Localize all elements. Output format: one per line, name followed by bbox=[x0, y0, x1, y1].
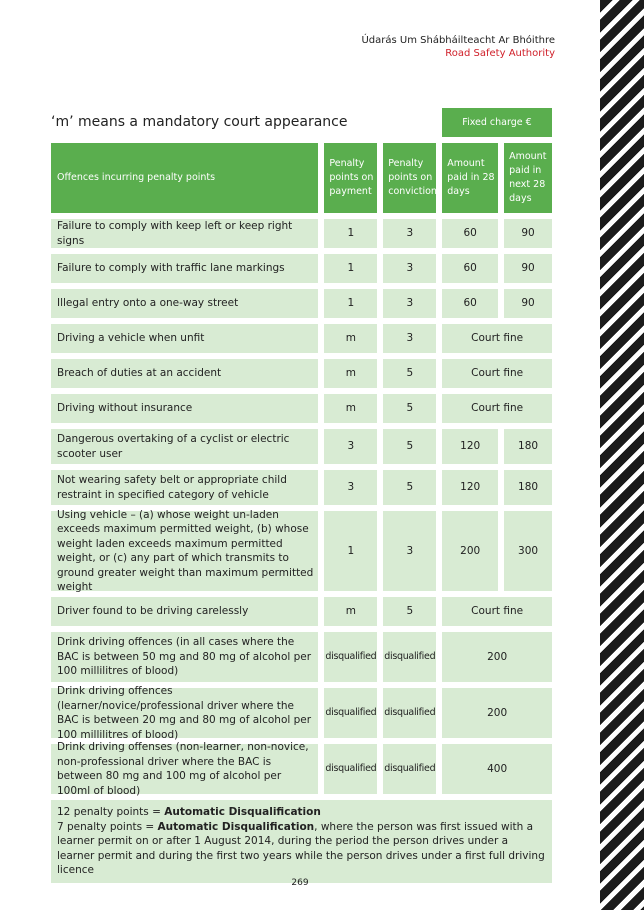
table-row bbox=[51, 429, 552, 464]
offence-cell: Driving a vehicle when unfit bbox=[51, 324, 318, 353]
points-on-conviction-cell: 3 bbox=[383, 254, 436, 283]
points-on-payment-cell: 1 bbox=[324, 289, 377, 318]
column-header-amount-28-days: Amount paid in 28 days bbox=[442, 143, 498, 213]
column-header-points-on-payment: Penalty points on payment bbox=[324, 143, 377, 213]
amount-cell: 200 bbox=[442, 632, 552, 682]
amount-cell: Court fine bbox=[442, 597, 552, 626]
amount-28-days-cell: 120 bbox=[442, 470, 498, 505]
points-on-payment-cell: m bbox=[324, 394, 377, 423]
amount-28-days-cell: 60 bbox=[442, 254, 498, 283]
points-on-conviction-cell: 5 bbox=[383, 597, 436, 626]
column-header-amount-next-28-days: Amount paid in next 28 days bbox=[504, 143, 552, 213]
offence-cell: Drink driving offences (in all cases where the BAC is between 50 mg and 80 mg of alcohol per 100 millilitres of blood) bbox=[51, 632, 318, 682]
points-on-payment-cell: 1 bbox=[324, 511, 377, 591]
table-row bbox=[51, 289, 552, 318]
table-row bbox=[51, 359, 552, 388]
amount-28-days-cell: 200 bbox=[442, 511, 498, 591]
table-row bbox=[51, 394, 552, 423]
footnote-12-points-text: 12 penalty points = bbox=[57, 806, 165, 818]
points-on-conviction-cell: 3 bbox=[383, 511, 436, 591]
points-on-payment-cell: 3 bbox=[324, 429, 377, 464]
amount-cell: Court fine bbox=[442, 324, 552, 353]
offence-cell: Not wearing safety belt or appropriate child restraint in specified category of vehicle bbox=[51, 470, 318, 505]
footnote-7-points-text: 7 penalty points = bbox=[57, 820, 158, 833]
points-on-payment-cell: m bbox=[324, 359, 377, 388]
penalty-points-table bbox=[51, 143, 552, 883]
column-header-offence: Offences incurring penalty points bbox=[51, 143, 318, 213]
table-row bbox=[51, 597, 552, 626]
points-on-conviction-cell: 5 bbox=[383, 470, 436, 505]
offence-cell: Dangerous overtaking of a cyclist or electric scooter user bbox=[51, 429, 318, 464]
points-on-payment-cell: m bbox=[324, 324, 377, 353]
table-row bbox=[51, 219, 552, 248]
amount-next-28-days-cell: 300 bbox=[504, 511, 552, 591]
amount-next-28-days-cell: 90 bbox=[504, 254, 552, 283]
organization-name-english: Road Safety Authority bbox=[445, 48, 555, 59]
points-on-conviction-cell: disqualified bbox=[383, 632, 436, 682]
table-row bbox=[51, 324, 552, 353]
table-row bbox=[51, 685, 552, 741]
points-on-conviction-cell: disqualified bbox=[383, 744, 436, 794]
amount-next-28-days-cell: 180 bbox=[504, 470, 552, 505]
points-on-payment-cell: 3 bbox=[324, 470, 377, 505]
table-row bbox=[51, 470, 552, 505]
offence-cell: Illegal entry onto a one-way street bbox=[51, 289, 318, 318]
organization-name-irish: Údarás Um Shábháilteacht Ar Bhóithre bbox=[361, 35, 555, 46]
decorative-stripe-band bbox=[600, 0, 644, 910]
offence-cell: Drink driving offences (learner/novice/professional driver where the BAC is between 20 mg and 80 mg of alcohol per 100 millilitres of blood) bbox=[51, 688, 318, 738]
table-row bbox=[51, 741, 552, 797]
points-on-conviction-cell: disqualified bbox=[383, 688, 436, 738]
footnote-7-points-bold: Automatic Disqualification bbox=[157, 820, 315, 833]
footnote-7-points-detail: , where the person was first issued with a learner permit on or after 1 August 2014, during the period the person drives under a learner permit and during the first two years while the person drives under a first full driving licence bbox=[57, 820, 545, 876]
table-body bbox=[51, 219, 552, 797]
table-row bbox=[51, 632, 552, 682]
table-header-row bbox=[51, 143, 552, 213]
points-on-payment-cell: disqualified bbox=[324, 632, 377, 682]
points-on-payment-cell: 1 bbox=[324, 254, 377, 283]
amount-next-28-days-cell: 90 bbox=[504, 219, 552, 248]
offence-cell: Failure to comply with keep left or keep right signs bbox=[51, 219, 318, 248]
amount-28-days-cell: 60 bbox=[442, 219, 498, 248]
table-row bbox=[51, 508, 552, 593]
amount-cell: Court fine bbox=[442, 359, 552, 388]
amount-next-28-days-cell: 180 bbox=[504, 429, 552, 464]
mandatory-court-note: ‘m’ means a mandatory court appearance bbox=[51, 114, 348, 130]
organization-header bbox=[361, 34, 555, 60]
points-on-payment-cell: 1 bbox=[324, 219, 377, 248]
points-on-conviction-cell: 5 bbox=[383, 394, 436, 423]
offence-cell: Drink driving offenses (non-learner, non-novice, non-professional driver where the BAC is between 80 mg and 100 mg of alcohol per 100ml of blood) bbox=[51, 744, 318, 794]
offence-cell: Driving without insurance bbox=[51, 394, 318, 423]
footnote-line-12-points bbox=[57, 805, 546, 820]
offence-cell: Using vehicle – (a) whose weight un-laden exceeds maximum permitted weight, (b) whose weight laden exceeds maximum permitted weight, or (c) any part of which transmits to ground greater weight than maximum permitted weight bbox=[51, 511, 318, 591]
footnote-line-7-points bbox=[57, 820, 546, 878]
offence-cell: Driver found to be driving carelessly bbox=[51, 597, 318, 626]
disqualification-footnote bbox=[51, 800, 552, 883]
page-number: 269 bbox=[291, 878, 309, 888]
amount-cell: 400 bbox=[442, 744, 552, 794]
offence-cell: Breach of duties at an accident bbox=[51, 359, 318, 388]
points-on-conviction-cell: 3 bbox=[383, 289, 436, 318]
points-on-conviction-cell: 5 bbox=[383, 359, 436, 388]
points-on-payment-cell: disqualified bbox=[324, 688, 377, 738]
points-on-payment-cell: m bbox=[324, 597, 377, 626]
column-header-points-on-conviction: Penalty points on conviction bbox=[383, 143, 436, 213]
table-row bbox=[51, 254, 552, 283]
amount-28-days-cell: 120 bbox=[442, 429, 498, 464]
amount-28-days-cell: 60 bbox=[442, 289, 498, 318]
points-on-payment-cell: disqualified bbox=[324, 744, 377, 794]
points-on-conviction-cell: 3 bbox=[383, 219, 436, 248]
amount-next-28-days-cell: 90 bbox=[504, 289, 552, 318]
fixed-charge-header: Fixed charge € bbox=[442, 108, 552, 137]
offence-cell: Failure to comply with traffic lane markings bbox=[51, 254, 318, 283]
points-on-conviction-cell: 5 bbox=[383, 429, 436, 464]
footnote-12-points-bold: Automatic Disqualification bbox=[164, 806, 321, 818]
points-on-conviction-cell: 3 bbox=[383, 324, 436, 353]
amount-cell: 200 bbox=[442, 688, 552, 738]
amount-cell: Court fine bbox=[442, 394, 552, 423]
